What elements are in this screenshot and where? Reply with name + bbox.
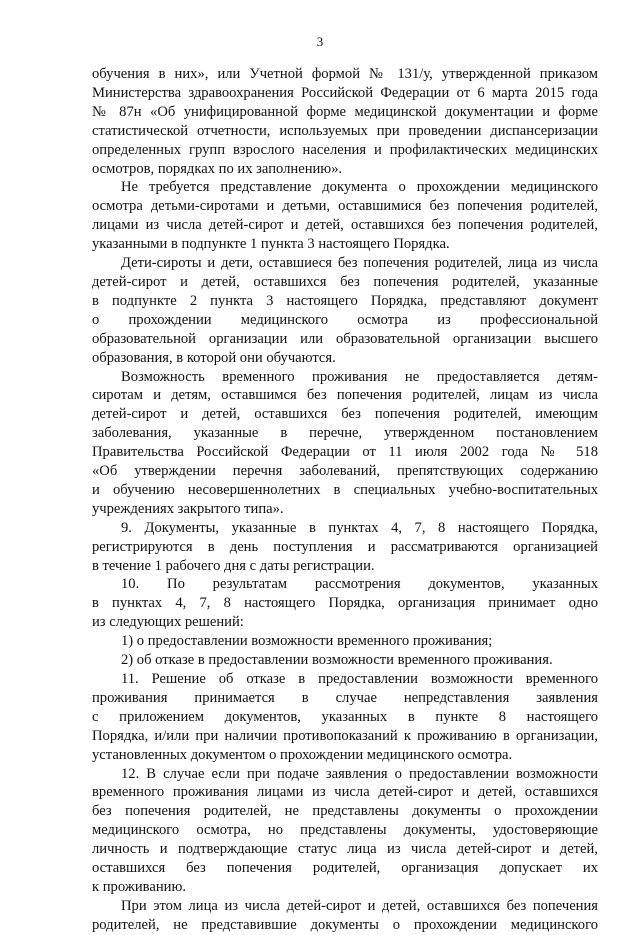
text-line: о прохождении медицинского осмотра из профессиональной xyxy=(92,311,598,328)
text-line: указанными в подпункте 1 пункта 3 настоящего Порядка. xyxy=(92,236,450,253)
text-line: проживания принимается в случае непредставления заявления xyxy=(92,689,598,706)
paragraph xyxy=(92,765,598,897)
text-line: 9. Документы, указанные в пунктах 4, 7, 8 настоящего Порядка, xyxy=(121,519,598,536)
text-line: без попечения родителей, не представлены документы о прохождении xyxy=(92,803,598,820)
text-line: из следующих решений: xyxy=(92,614,244,631)
text-line: детей-сирот и детей, оставшихся без попечения родителей, имеющим xyxy=(92,406,598,423)
paragraph xyxy=(92,575,598,632)
text-line: Возможность временного проживания не предоставляется детям- xyxy=(121,368,598,385)
text-line: статистической отчетности, используемых при проведении диспансеризации xyxy=(92,122,598,139)
text-line: № 87н «Об унифицированной форме медицинской документации и форме xyxy=(92,103,598,120)
text-line: «Об утверждении перечня заболеваний, препятствующих содержанию xyxy=(92,463,598,480)
text-line: образования, в которой они обучаются. xyxy=(92,349,336,366)
text-line: временного проживания лицами из числа детей-сирот и детей, оставшихся xyxy=(92,784,598,801)
paragraph xyxy=(92,254,598,367)
text-line: 11. Решение об отказе в предоставлении возможности временного xyxy=(121,671,598,687)
text-line: осмотра детьми-сиротами и детьми, оставшимися без попечения родителей, xyxy=(92,198,598,215)
paragraph xyxy=(92,178,598,254)
text-line: Правительства Российской Федерации от 11 июля 2002 года № 518 xyxy=(92,444,598,461)
text-line: При этом лица из числа детей-сирот и детей, оставшихся без попечения xyxy=(121,897,598,914)
text-line: установленных документом о прохождении медицинского осмотра. xyxy=(92,746,513,763)
text-line: Не требуется представление документа о прохождении медицинского xyxy=(121,179,598,196)
page-number: 3 xyxy=(316,34,324,49)
text-line: учреждениях закрытого типа». xyxy=(92,500,284,517)
paragraph xyxy=(92,632,598,651)
paragraph xyxy=(92,519,598,576)
paragraph xyxy=(92,65,598,178)
paragraph xyxy=(92,368,598,519)
text-line: лицами из числа детей-сирот и детей, оставшихся без попечения родителей, xyxy=(92,217,598,234)
text-line: медицинского осмотра, но представлены документы, удостоверяющие xyxy=(92,822,598,839)
text-line: оставшихся без попечения родителей, организация допускает их xyxy=(92,860,598,877)
paragraph xyxy=(92,670,598,765)
text-line: личность и подтверждающие статус лица из числа детей-сирот и детей, xyxy=(92,841,598,858)
text-line: регистрируются в день поступления и рассматриваются организацией xyxy=(92,538,598,555)
text-line: родителей, не представившие документы о прохождении медицинского xyxy=(92,916,598,933)
paragraph xyxy=(92,897,598,935)
text-line: определенных групп взрослого населения и профилактических медицинских xyxy=(92,141,598,158)
text-line: с приложением документов, указанных в пункте 8 настоящего xyxy=(92,708,598,725)
text-line: детей-сирот и детей, оставшихся без попечения родителей, указанные xyxy=(92,273,598,290)
text-line: Порядка, и/или при наличии противопоказаний к проживанию в организации, xyxy=(92,727,598,744)
text-line: и обучению несовершеннолетних в специальных учебно-воспитательных xyxy=(92,481,598,498)
text-line: к проживанию. xyxy=(92,878,187,895)
text-line: 10. По результатам рассмотрения документов, указанных xyxy=(121,576,598,593)
text-line: осмотров, порядках по их заполнению». xyxy=(92,160,343,177)
text-line: 12. В случае если при подаче заявления о предоставлении возможности xyxy=(121,765,598,782)
text-line: Дети-сироты и дети, оставшиеся без попечения родителей, лица из числа xyxy=(121,255,598,272)
text-line: в подпункте 2 пункта 3 настоящего Порядка, представляют документ xyxy=(92,292,598,309)
paragraph xyxy=(92,651,598,670)
text-line: образовательной организации или образовательной организации высшего xyxy=(92,330,598,347)
document-body xyxy=(92,65,598,935)
text-line: сиротам и детям, оставшимся без попечения родителей, лицам из числа xyxy=(92,387,598,404)
text-line: Министерства здравоохранения Российской Федерации от 6 марта 2015 года xyxy=(92,84,598,101)
text-line: 1) о предоставлении возможности временного проживания; xyxy=(121,633,493,650)
text-line: обучения в них», или Учетной формой № 131/у, утвержденной приказом xyxy=(92,66,598,82)
text-line: 2) об отказе в предоставлении возможности временного проживания. xyxy=(121,652,553,669)
text-line: в течение 1 рабочего дня с даты регистрации. xyxy=(92,557,375,574)
text-line: в пунктах 4, 7, 8 настоящего Порядка, организация принимает одно xyxy=(92,595,598,612)
text-line: заболевания, указанные в перечне, утвержденном постановлением xyxy=(92,425,598,442)
